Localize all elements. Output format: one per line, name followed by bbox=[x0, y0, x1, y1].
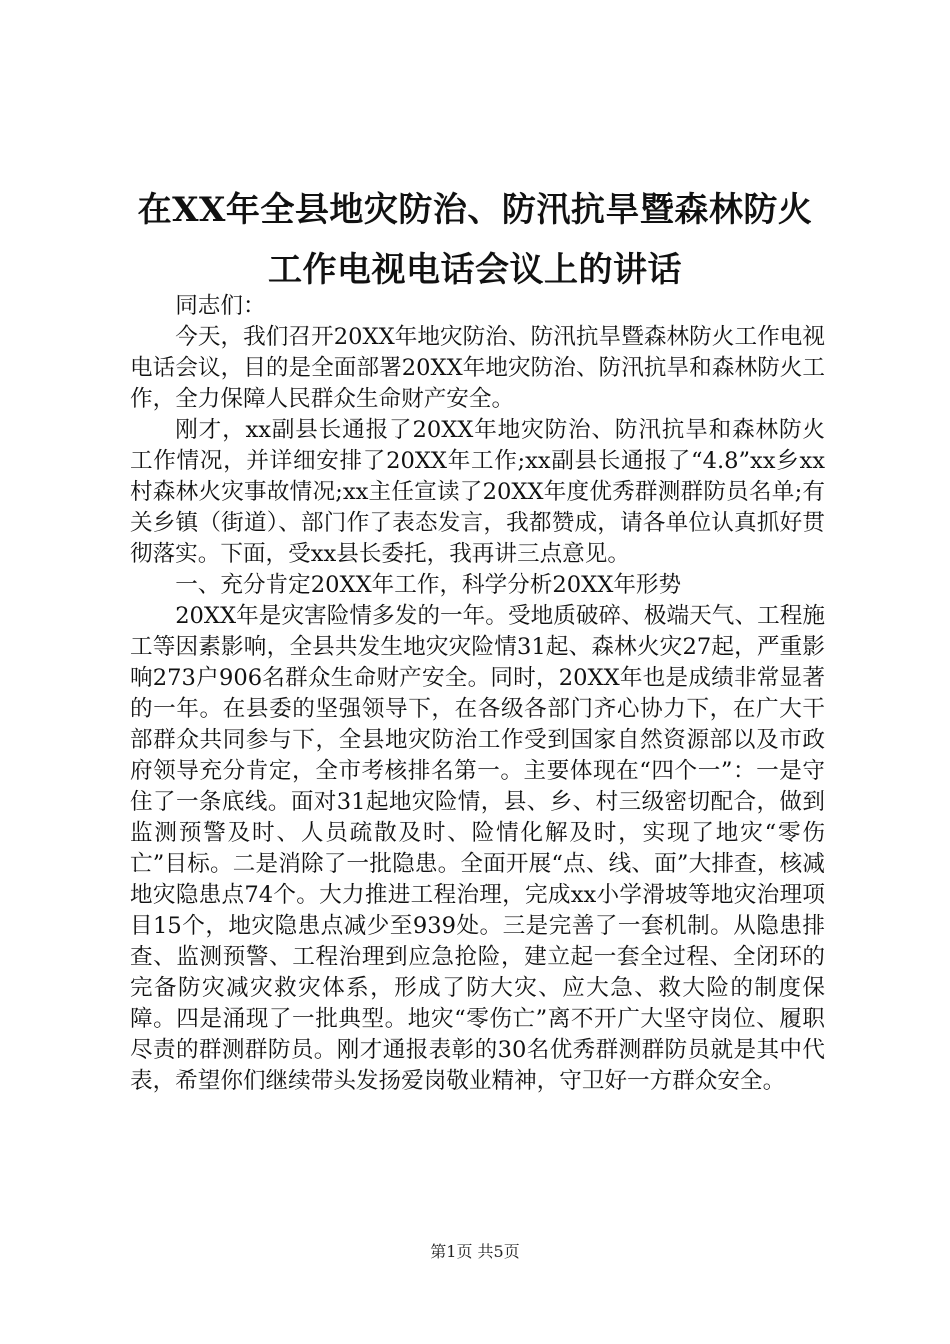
document-title-line-1: 在XX年全县地灾防治、防汛抗旱暨森林防火 bbox=[137, 190, 813, 230]
body-paragraph: 20XX年是灾害险情多发的一年。受地质破碎、极端天气、工程施工等因素影响，全县共发生地灾灾险情31起、森林火灾27起，严重影响273户906名群众生命财产安全。同时，20XX年也是成绩非常显著的一年。在县委的坚强领导下，在各级各部门齐心协力下，在广大干部群众共同参与下，全县地灾防治工作受到国家自然资源部以及市政府领导充分肯定，全市考核排名第一。主要体现在“四个一”：一是守住了一条底线。面对31起地灾险情，县、乡、村三级密切配合，做到监测预警及时、人员疏散及时、险情化解及时，实现了地灾“零伤亡”目标。二是消除了一批隐患。全面开展“点、线、面”大排查，核减地灾隐患点74个。大力推进工程治理，完成xx小学滑坡等地灾治理项目15个，地灾隐患点减少至939处。三是完善了一套机制。从隐患排查、监测预警、工程治理到应急抢险，建立起一套全过程、全闭环的完备防灾减灾救灾体系，形成了防大灾、应大急、救大险的制度保障。四是涌现了一批典型。地灾“零伤亡”离不开广大坚守岗位、履职尽责的群测群防员。刚才通报表彰的30名优秀群测群防员就是其中代表，希望你们继续带头发扬爱岗敬业精神，守卫好一方群众安全。 bbox=[130, 603, 825, 1094]
salutation: 同志们： bbox=[175, 293, 266, 319]
page-footer: 第1页 共5页 bbox=[430, 1242, 520, 1261]
body-paragraph: 今天，我们召开20XX年地灾防治、防汛抗旱暨森林防火工作电视电话会议，目的是全面部署20XX年地灾防治、防汛抗旱和森林防火工作，全力保障人民群众生命财产安全。 bbox=[130, 324, 825, 412]
section-heading: 一、充分肯定20XX年工作，科学分析20XX年形势 bbox=[175, 572, 682, 598]
body-paragraph: 刚才，xx副县长通报了20XX年地灾防治、防汛抗旱和森林防火工作情况，并详细安排了20XX年工作;xx副县长通报了“4.8”xx乡xx村森林火灾事故情况;xx主任宣读了20XX年度优秀群测群防员名单;有关乡镇（街道）、部门作了表态发言，我都赞成，请各单位认真抓好贯彻落实。下面，受xx县长委托，我再讲三点意见。 bbox=[130, 417, 825, 567]
document-body bbox=[130, 291, 825, 1097]
document-title-line-2: 工作电视电话会议上的讲话 bbox=[268, 250, 682, 290]
